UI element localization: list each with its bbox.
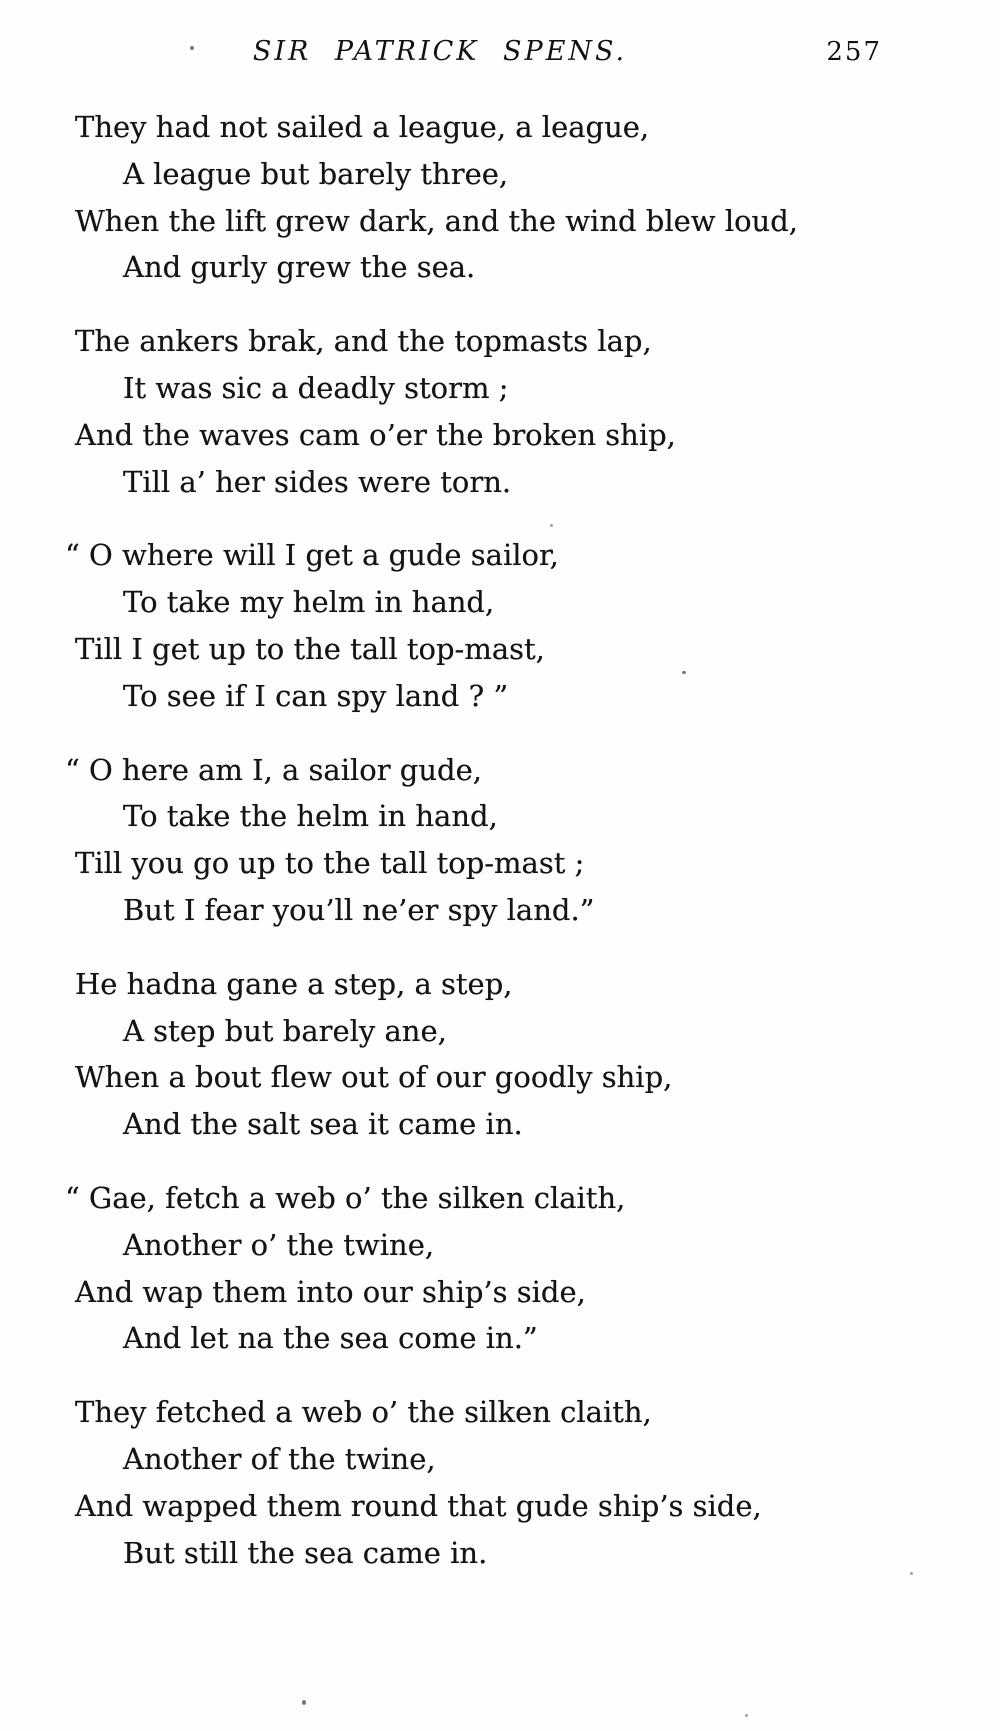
poem-line: And wapped them round that gude ship’s side,	[75, 1488, 762, 1523]
poem-line: “ O where will I get a gude sailor,	[65, 538, 559, 573]
poem	[65, 104, 940, 1603]
poem-line: And let na the sea come in.”	[123, 1321, 538, 1356]
poem-line: The ankers brak, and the topmasts lap,	[75, 324, 652, 359]
stanza-6	[65, 1175, 940, 1362]
running-title: SIR PATRICK SPENS.	[252, 36, 628, 67]
poem-line: A league but barely three,	[123, 156, 509, 191]
poem-line: Another of the twine,	[123, 1441, 436, 1476]
scan-speck	[550, 524, 553, 527]
scan-speck	[682, 671, 686, 674]
scan-speck	[910, 1572, 913, 1575]
poem-line: To see if I can spy land ? ”	[123, 678, 509, 713]
poem-line: Till you go up to the tall top-mast ;	[75, 846, 585, 881]
page-number: 257	[826, 37, 882, 67]
poem-line: When the lift grew dark, and the wind blew loud,	[75, 203, 799, 238]
poem-line: A step but barely ane,	[123, 1013, 447, 1048]
poem-line: They fetched a web o’ the silken claith,	[75, 1395, 652, 1430]
stanza-1	[75, 104, 940, 291]
poem-line: But still the sea came in.	[123, 1535, 488, 1570]
poem-line: Till I get up to the tall top-mast,	[75, 631, 545, 666]
scan-speck	[190, 46, 194, 50]
scan-speck	[302, 1700, 306, 1705]
stanza-5	[75, 961, 940, 1148]
poem-line: Another o’ the twine,	[123, 1227, 435, 1262]
stanza-2	[75, 318, 940, 505]
poem-line: But I fear you’ll ne’er spy land.”	[123, 892, 595, 927]
poem-line: To take my helm in hand,	[123, 585, 495, 620]
poem-line: It was sic a deadly storm ;	[123, 370, 509, 405]
poem-line: And wap them into our ship’s side,	[75, 1274, 586, 1309]
poem-line: They had not sailed a league, a league,	[75, 110, 650, 144]
poem-line: “ Gae, fetch a web o’ the silken claith,	[65, 1180, 626, 1215]
poem-line: And gurly grew the sea.	[123, 250, 476, 285]
poem-line: And the salt sea it came in.	[123, 1107, 523, 1142]
stanza-4	[65, 747, 940, 934]
poem-line: To take the helm in hand,	[123, 799, 498, 834]
poem-line: “ O here am I, a sailor gude,	[65, 752, 482, 787]
poem-line: And the waves cam o’er the broken ship,	[75, 417, 676, 452]
poem-line: Till a’ her sides were torn.	[123, 464, 512, 499]
stanza-3	[65, 532, 940, 719]
scan-speck	[745, 1714, 748, 1717]
stanza-7	[75, 1389, 940, 1576]
poem-line: He hadna gane a step, a step,	[75, 966, 513, 1001]
poem-line: When a bout flew out of our goodly ship,	[75, 1060, 673, 1095]
